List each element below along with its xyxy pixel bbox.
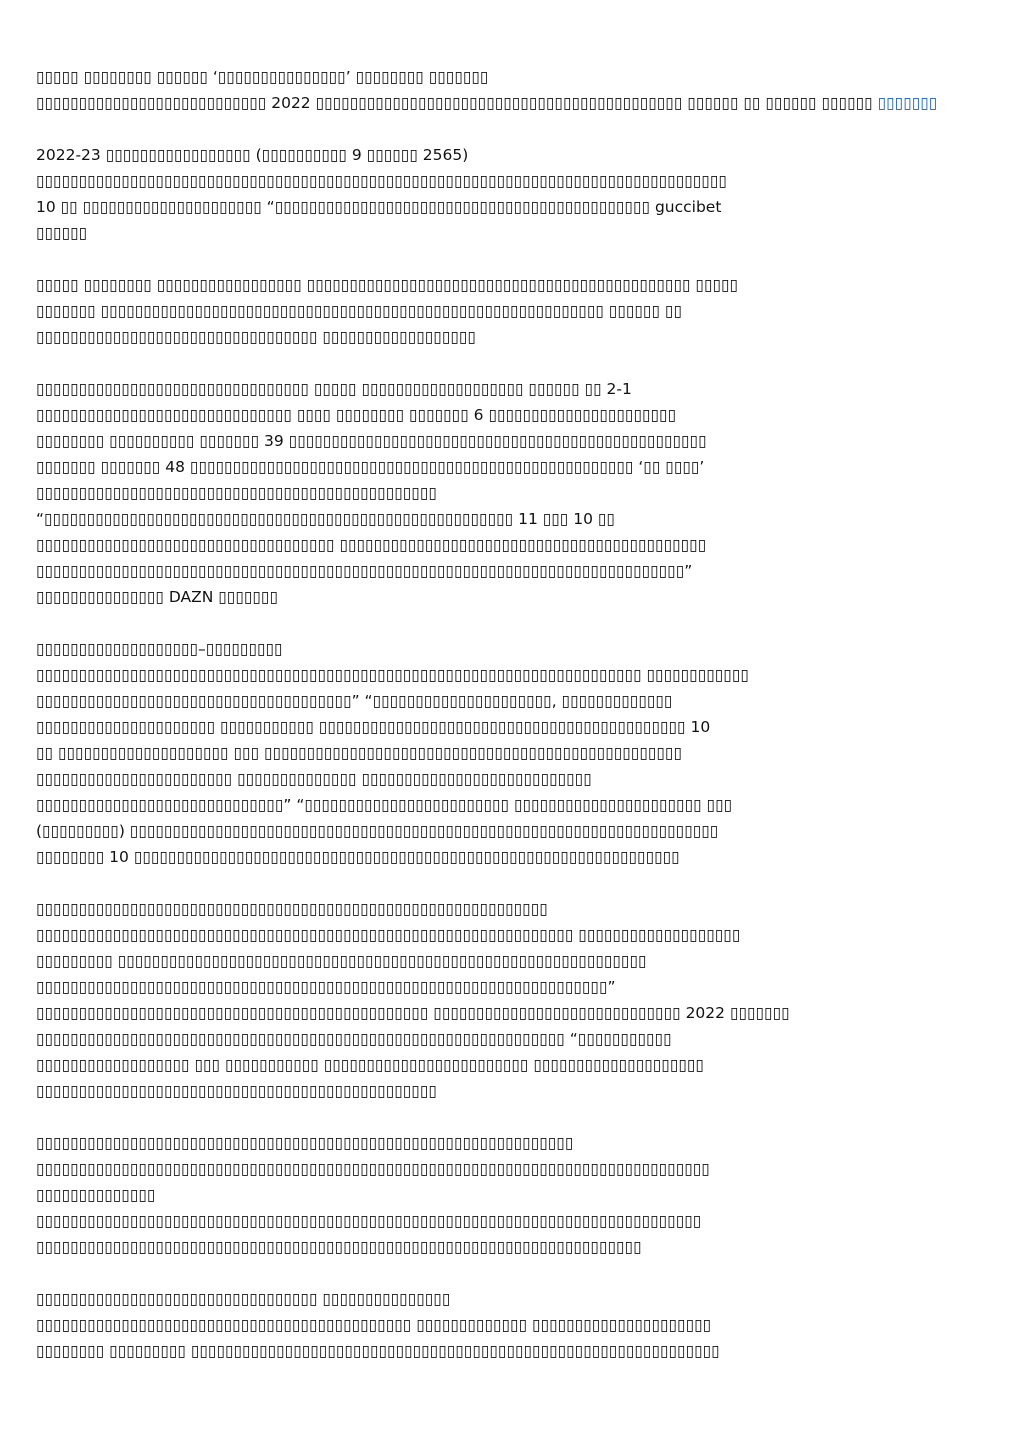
text-line: ▯▯▯▯▯▯▯▯▯▯▯▯▯▯▯▯▯▯▯▯▯▯▯▯▯▯▯▯▯▯▯▯▯▯▯▯▯▯▯▯▯▯▯▯▯▯▯▯▯▯▯▯▯▯▯▯▯▯▯▯▯▯ “▯▯▯▯▯▯▯▯▯▯▯	[36, 1030, 672, 1048]
paragraph	[36, 142, 988, 246]
text-line: ▯▯▯▯▯▯▯▯▯▯▯▯▯▯▯▯▯▯▯▯▯▯▯▯▯▯▯▯▯▯▯▯▯ ▯▯▯▯▯▯▯▯▯▯▯▯▯▯▯▯▯▯	[36, 328, 476, 346]
article-link[interactable]: ▯▯▯▯▯▯▯	[877, 94, 938, 112]
document-body	[36, 64, 988, 1390]
paragraph	[36, 272, 988, 350]
text-line: ▯▯▯▯▯▯▯▯▯▯▯▯▯▯▯▯▯▯▯▯▯▯▯▯▯▯▯▯▯▯▯▯▯▯▯▯▯▯▯▯▯▯▯▯▯▯▯▯▯▯▯▯▯▯▯▯▯▯▯▯	[36, 900, 548, 918]
paragraph	[36, 1286, 988, 1364]
text-line: ▯▯▯▯▯▯▯▯▯▯▯▯▯▯▯▯▯▯▯▯▯▯▯▯▯▯▯▯▯▯▯▯▯▯▯▯▯▯▯▯▯▯▯▯▯▯▯▯▯▯▯▯▯▯▯▯▯▯▯▯▯▯▯▯▯▯▯”	[36, 978, 616, 996]
text-line: ▯▯▯▯▯▯▯▯▯ ▯▯▯▯▯▯▯▯▯▯▯▯▯▯▯▯▯▯▯▯▯▯▯▯▯▯▯▯▯▯▯▯▯▯▯▯▯▯▯▯▯▯▯▯▯▯▯▯▯▯▯▯▯▯▯▯▯▯▯▯▯▯	[36, 952, 647, 970]
text-line: ▯▯▯▯▯▯▯▯▯▯▯▯▯▯▯▯▯▯▯▯▯▯▯▯▯▯▯▯▯▯▯▯▯▯▯▯▯▯▯▯▯▯▯▯▯▯▯	[36, 484, 437, 502]
text-line: 2022-23 ▯▯▯▯▯▯▯▯▯▯▯▯▯▯▯▯▯ (▯▯▯▯▯▯▯▯▯▯ 9 ▯▯▯▯▯▯ 2565)	[36, 146, 469, 164]
text-line: ▯▯▯▯▯▯▯▯▯▯▯▯▯▯▯▯▯▯ ▯▯▯ ▯▯▯▯▯▯▯▯▯▯▯ ▯▯▯▯▯▯▯▯▯▯▯▯▯▯▯▯▯▯▯▯▯▯▯▯ ▯▯▯▯▯▯▯▯▯▯▯▯▯▯▯▯▯▯▯▯	[36, 1056, 704, 1074]
text-line: ▯▯ ▯▯▯▯▯▯▯▯▯▯▯▯▯▯▯▯▯▯▯▯ ▯▯▯ ▯▯▯▯▯▯▯▯▯▯▯▯▯▯▯▯▯▯▯▯▯▯▯▯▯▯▯▯▯▯▯▯▯▯▯▯▯▯▯▯▯▯▯▯▯▯▯▯▯	[36, 744, 682, 762]
text-line: ▯▯▯▯▯▯▯ ▯▯▯▯▯▯▯▯▯▯▯▯▯▯▯▯▯▯▯▯▯▯▯▯▯▯▯▯▯▯▯▯▯▯▯▯▯▯▯▯▯▯▯▯▯▯▯▯▯▯▯▯▯▯▯▯▯▯▯ ▯▯▯▯▯▯ ▯▯	[36, 302, 682, 320]
text-line: ▯▯▯▯▯▯▯▯ 10 ▯▯▯▯▯▯▯▯▯▯▯▯▯▯▯▯▯▯▯▯▯▯▯▯▯▯▯▯▯▯▯▯▯▯▯▯▯▯▯▯▯▯▯▯▯▯▯▯▯▯▯▯▯▯▯▯▯▯▯▯▯▯▯▯	[36, 848, 680, 866]
text-line: ▯▯▯▯▯▯▯▯▯▯▯▯▯▯	[36, 1186, 156, 1204]
paragraph	[36, 896, 988, 1104]
text-line: ▯▯▯▯▯▯▯▯▯▯▯▯▯▯▯▯▯▯▯▯▯▯▯▯▯▯▯▯▯▯▯▯▯▯▯▯▯▯▯▯▯▯▯▯▯▯ ▯▯▯▯▯▯▯▯▯▯▯▯▯▯▯▯▯▯▯▯▯▯▯▯▯▯▯▯▯ 2022 ▯▯▯▯▯▯▯	[36, 1004, 790, 1022]
text-line: ▯▯▯▯▯▯▯▯▯▯▯▯▯▯▯▯▯▯▯▯▯▯▯▯▯▯▯▯▯▯▯▯▯▯▯▯▯▯▯▯▯▯▯▯▯▯▯▯▯▯▯▯▯▯▯▯▯▯▯▯▯▯▯▯▯▯▯▯▯▯▯▯▯▯▯▯▯▯▯▯▯	[36, 172, 727, 190]
text-line: ▯▯▯▯▯▯▯▯▯▯▯▯▯▯▯▯▯▯▯▯▯▯▯▯▯▯▯▯▯▯▯▯▯▯▯▯▯▯▯▯▯▯▯▯▯▯▯▯▯▯▯▯▯▯▯▯▯▯▯▯▯▯▯▯▯▯▯▯▯▯▯▯▯▯▯▯▯▯▯	[36, 1160, 710, 1178]
text-line: ▯▯▯▯▯▯▯▯▯▯▯▯▯▯▯▯▯▯▯▯▯▯▯▯▯▯▯▯▯▯▯▯ ▯▯▯▯▯ ▯▯▯▯▯▯▯▯▯▯▯▯▯▯▯▯▯▯▯ ▯▯▯▯▯▯ ▯▯ 2-1	[36, 380, 632, 398]
paragraph	[36, 376, 988, 610]
text-line: ▯▯▯▯▯▯▯ ▯▯▯▯▯▯▯ 48 ▯▯▯▯▯▯▯▯▯▯▯▯▯▯▯▯▯▯▯▯▯▯▯▯▯▯▯▯▯▯▯▯▯▯▯▯▯▯▯▯▯▯▯▯▯▯▯▯▯▯▯▯ ‘▯▯ ▯▯▯▯’	[36, 458, 705, 476]
text-line: ▯▯▯▯▯▯▯▯▯▯▯▯▯▯▯▯▯▯▯▯▯▯▯▯▯▯▯▯▯▯▯▯▯ ▯▯▯▯▯▯▯▯▯▯▯▯▯▯▯	[36, 1290, 451, 1308]
text-line: “▯▯▯▯▯▯▯▯▯▯▯▯▯▯▯▯▯▯▯▯▯▯▯▯▯▯▯▯▯▯▯▯▯▯▯▯▯▯▯▯▯▯▯▯▯▯▯▯▯▯▯▯▯▯▯ 11 ▯▯▯ 10 ▯▯	[36, 510, 615, 528]
text-line: ▯▯▯▯▯▯	[36, 224, 88, 242]
text-line: ▯▯▯▯▯▯▯▯▯▯▯▯▯▯▯▯▯▯▯▯▯▯▯▯▯▯▯▯▯▯▯▯▯▯▯▯▯▯▯▯▯▯▯▯▯▯▯▯▯▯▯▯▯▯▯▯▯▯▯▯▯▯▯▯▯▯▯▯▯▯▯▯▯▯▯▯▯▯	[36, 1212, 702, 1230]
text-line: ▯▯▯▯▯ ▯▯▯▯▯▯▯▯ ▯▯▯▯▯▯ ‘▯▯▯▯▯▯▯▯▯▯▯▯▯▯▯’ ▯▯▯▯▯▯▯▯ ▯▯▯▯▯▯▯	[36, 68, 489, 86]
text-line: ▯▯▯▯▯▯▯▯▯▯▯▯▯▯▯▯▯▯▯▯▯▯▯▯▯▯▯▯▯” “▯▯▯▯▯▯▯▯▯▯▯▯▯▯▯▯▯▯▯▯▯▯▯▯ ▯▯▯▯▯▯▯▯▯▯▯▯▯▯▯▯▯▯▯▯▯▯ ▯▯▯	[36, 796, 733, 814]
text-line: ▯▯▯▯▯▯▯▯▯▯▯▯▯▯▯ DAZN ▯▯▯▯▯▯▯	[36, 588, 278, 606]
text-line: ▯▯▯▯▯▯▯▯▯▯▯▯▯▯▯▯▯▯▯▯▯▯▯▯▯▯▯▯▯▯▯▯▯▯▯▯▯▯▯▯▯▯▯▯▯▯▯▯▯▯▯▯▯▯▯▯▯▯▯▯▯▯▯▯▯▯▯▯▯▯▯▯▯▯▯▯”	[36, 562, 693, 580]
text-line: ▯▯▯▯▯▯▯▯ ▯▯▯▯▯▯▯▯▯ ▯▯▯▯▯▯▯▯▯▯▯▯▯▯▯▯▯▯▯▯▯▯▯▯▯▯▯▯▯▯▯▯▯▯▯▯▯▯▯▯▯▯▯▯▯▯▯▯▯▯▯▯▯▯▯▯▯▯▯▯▯▯	[36, 1342, 720, 1360]
paragraph	[36, 64, 988, 116]
text-line: ▯▯▯▯▯▯▯▯ ▯▯▯▯▯▯▯▯▯▯ ▯▯▯▯▯▯▯ 39 ▯▯▯▯▯▯▯▯▯▯▯▯▯▯▯▯▯▯▯▯▯▯▯▯▯▯▯▯▯▯▯▯▯▯▯▯▯▯▯▯▯▯▯▯▯▯▯▯▯	[36, 432, 707, 450]
text-line: ▯▯▯▯▯▯▯▯▯▯▯▯▯▯▯▯▯▯▯▯▯▯▯▯▯▯▯▯▯▯▯▯▯▯▯▯▯” “▯▯▯▯▯▯▯▯▯▯▯▯▯▯▯▯▯▯▯▯▯, ▯▯▯▯▯▯▯▯▯▯▯▯▯	[36, 692, 673, 710]
text-line: ▯▯▯▯▯▯▯▯▯▯▯▯▯▯▯▯▯▯▯▯▯▯▯▯▯▯▯▯▯▯ ▯▯▯▯ ▯▯▯▯▯▯▯▯ ▯▯▯▯▯▯▯ 6 ▯▯▯▯▯▯▯▯▯▯▯▯▯▯▯▯▯▯▯▯▯▯	[36, 406, 677, 424]
text-line: ▯▯▯▯▯▯▯▯▯▯▯▯▯▯▯▯▯▯▯▯▯▯▯▯▯▯▯▯▯▯▯▯▯▯▯ ▯▯▯▯▯▯▯▯▯▯▯▯▯▯▯▯▯▯▯▯▯▯▯▯▯▯▯▯▯▯▯▯▯▯▯▯▯▯▯▯▯▯▯	[36, 536, 707, 554]
text-line: ▯▯▯▯▯▯▯▯▯▯▯▯▯▯▯▯▯▯▯▯▯▯▯▯▯▯▯▯▯▯▯▯▯▯▯▯▯▯▯▯▯▯▯▯▯▯▯▯▯▯▯▯▯▯▯▯▯▯▯▯▯▯▯ ▯▯▯▯▯▯▯▯▯▯▯▯▯▯▯▯▯▯▯	[36, 926, 741, 944]
text-line: ▯▯▯▯▯▯▯▯▯▯▯▯▯▯▯▯▯▯▯▯▯▯▯▯▯▯▯▯▯▯▯▯▯▯▯▯▯▯▯▯▯▯▯▯▯▯▯▯▯▯▯▯▯▯▯▯▯▯▯▯▯▯▯▯▯▯▯▯▯▯▯ ▯▯▯▯▯▯▯▯▯▯▯▯	[36, 666, 749, 684]
text-line: ▯▯▯▯▯▯▯▯▯▯▯▯▯▯▯▯▯▯▯▯▯▯▯▯▯▯▯▯▯▯▯▯▯▯▯▯▯▯▯▯▯▯▯▯▯▯▯▯▯▯▯▯▯▯▯▯▯▯▯▯▯▯▯▯▯▯▯▯▯▯▯	[36, 1238, 642, 1256]
text-line: ▯▯▯▯▯▯▯▯▯▯▯▯▯▯▯▯▯▯▯▯▯▯▯▯▯▯▯ 2022 ▯▯▯▯▯▯▯▯▯▯▯▯▯▯▯▯▯▯▯▯▯▯▯▯▯▯▯▯▯▯▯▯▯▯▯▯▯▯▯▯▯▯▯ ▯▯▯▯▯▯ ▯▯ ▯▯▯▯▯▯ ▯▯▯▯▯▯ ▯▯▯▯▯▯▯	[36, 94, 938, 112]
text-line: 10 ▯▯ ▯▯▯▯▯▯▯▯▯▯▯▯▯▯▯▯▯▯▯▯▯ “▯▯▯▯▯▯▯▯▯▯▯▯▯▯▯▯▯▯▯▯▯▯▯▯▯▯▯▯▯▯▯▯▯▯▯▯▯▯▯▯▯▯▯▯ guccibet	[36, 198, 722, 216]
text-line: ▯▯▯▯▯▯▯▯▯▯▯▯▯▯▯▯▯▯▯▯▯▯▯ ▯▯▯▯▯▯▯▯▯▯▯▯▯▯ ▯▯▯▯▯▯▯▯▯▯▯▯▯▯▯▯▯▯▯▯▯▯▯▯▯▯▯	[36, 770, 592, 788]
paragraph	[36, 1130, 988, 1260]
paragraph	[36, 636, 988, 870]
text-line: ▯▯▯▯▯▯▯▯▯▯▯▯▯▯▯▯▯▯▯▯▯▯▯▯▯▯▯▯▯▯▯▯▯▯▯▯▯▯▯▯▯▯▯▯ ▯▯▯▯▯▯▯▯▯▯▯▯▯ ▯▯▯▯▯▯▯▯▯▯▯▯▯▯▯▯▯▯▯▯▯	[36, 1316, 712, 1334]
text-line: ▯▯▯▯▯▯▯▯▯▯▯▯▯▯▯▯▯▯▯▯▯ ▯▯▯▯▯▯▯▯▯▯▯ ▯▯▯▯▯▯▯▯▯▯▯▯▯▯▯▯▯▯▯▯▯▯▯▯▯▯▯▯▯▯▯▯▯▯▯▯▯▯▯▯▯▯▯ 10	[36, 718, 711, 736]
text-line: ▯▯▯▯▯▯▯▯▯▯▯▯▯▯▯▯▯▯▯▯▯▯▯▯▯▯▯▯▯▯▯▯▯▯▯▯▯▯▯▯▯▯▯▯▯▯▯	[36, 1082, 437, 1100]
text-line: ▯▯▯▯▯▯▯▯▯▯▯▯▯▯▯▯▯▯▯–▯▯▯▯▯▯▯▯▯	[36, 640, 283, 658]
text-line: ▯▯▯▯▯▯▯▯▯▯▯▯▯▯▯▯▯▯▯▯▯▯▯▯▯▯▯▯▯▯▯▯▯▯▯▯▯▯▯▯▯▯▯▯▯▯▯▯▯▯▯▯▯▯▯▯▯▯▯▯▯▯▯	[36, 1134, 574, 1152]
text-line: (▯▯▯▯▯▯▯▯▯) ▯▯▯▯▯▯▯▯▯▯▯▯▯▯▯▯▯▯▯▯▯▯▯▯▯▯▯▯▯▯▯▯▯▯▯▯▯▯▯▯▯▯▯▯▯▯▯▯▯▯▯▯▯▯▯▯▯▯▯▯▯▯▯▯▯▯▯▯▯	[36, 822, 719, 840]
text-line: ▯▯▯▯▯ ▯▯▯▯▯▯▯▯ ▯▯▯▯▯▯▯▯▯▯▯▯▯▯▯▯▯ ▯▯▯▯▯▯▯▯▯▯▯▯▯▯▯▯▯▯▯▯▯▯▯▯▯▯▯▯▯▯▯▯▯▯▯▯▯▯▯▯▯▯▯▯▯ ▯▯▯▯▯	[36, 276, 739, 294]
